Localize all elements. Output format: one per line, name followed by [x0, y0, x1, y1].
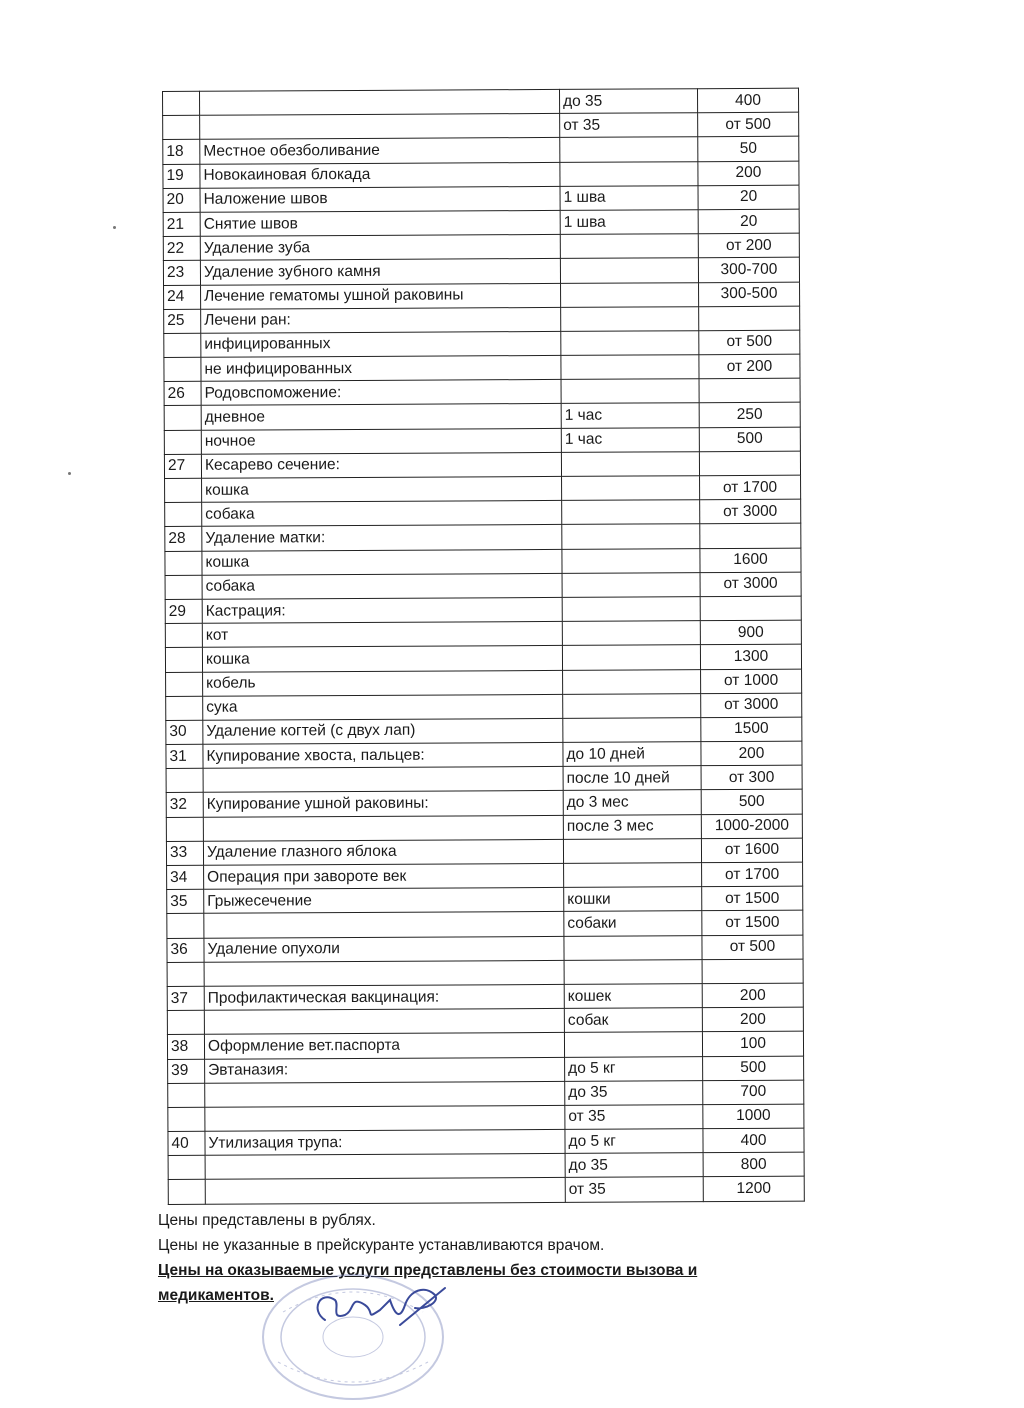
- service-name: Наложение швов: [200, 186, 560, 212]
- service-name: Грыжесечение: [204, 888, 564, 914]
- service-name: Операция при завороте век: [204, 863, 564, 889]
- row-number: [165, 575, 202, 599]
- price-cell: от 500: [702, 935, 803, 960]
- table-row: [165, 572, 801, 600]
- service-name: [205, 1178, 565, 1204]
- row-number: 28: [165, 527, 202, 551]
- service-name: инфицированных: [201, 331, 561, 357]
- row-number: [164, 357, 201, 381]
- table-row: [167, 1031, 803, 1059]
- price-cell: 200: [701, 741, 802, 766]
- service-name: Кастрация:: [202, 597, 562, 623]
- price-cell: [700, 524, 801, 549]
- service-name: Удаление зуба: [200, 235, 560, 261]
- table-row: [164, 427, 800, 455]
- unit-cell: [561, 282, 699, 307]
- unit-cell: 1 час: [561, 427, 699, 452]
- price-cell: от 200: [699, 354, 800, 379]
- price-cell: 100: [702, 1031, 803, 1056]
- row-number: [165, 551, 202, 575]
- notes-block: [158, 1208, 778, 1308]
- unit-cell: до 10 дней: [563, 742, 701, 767]
- unit-cell: кошек: [564, 984, 702, 1009]
- service-name: собака: [202, 573, 562, 599]
- table-row: [165, 548, 801, 576]
- price-cell: 300-500: [699, 282, 800, 307]
- unit-cell: [563, 693, 701, 718]
- unit-cell: [563, 718, 701, 743]
- unit-cell: [561, 355, 699, 380]
- service-name: Удаление глазного яблока: [203, 839, 563, 865]
- unit-cell: [560, 137, 698, 162]
- unit-cell: [562, 645, 700, 670]
- service-name: Купирование ушной раковины:: [203, 791, 563, 817]
- row-number: [164, 430, 201, 454]
- price-cell: от 1700: [702, 862, 803, 887]
- row-number: 23: [163, 261, 200, 285]
- row-number: [163, 91, 200, 115]
- unit-cell: до 35: [559, 89, 697, 114]
- service-name: Новокаиновая блокада: [200, 162, 560, 188]
- price-cell: 250: [699, 403, 800, 428]
- row-number: 24: [164, 285, 201, 309]
- unit-cell: собаки: [564, 911, 702, 936]
- service-name: Купирование хвоста, пальцев:: [203, 742, 563, 768]
- unit-cell: до 3 мес: [563, 790, 701, 815]
- unit-cell: [560, 258, 698, 283]
- table-row: [166, 814, 802, 842]
- row-number: [168, 1083, 205, 1107]
- service-name: Утилизация трупа:: [205, 1129, 565, 1155]
- table-row: [165, 644, 801, 672]
- price-cell: от 1500: [702, 886, 803, 911]
- service-name: Удаление матки:: [202, 525, 562, 551]
- table-row: [168, 1128, 804, 1156]
- unit-cell: до 5 кг: [565, 1129, 703, 1154]
- note-excluded-costs: Цены на оказываемые услуги представлены без стоимости вызова и медикаментов.: [158, 1262, 698, 1304]
- row-number: 40: [168, 1131, 205, 1155]
- price-cell: 700: [703, 1080, 804, 1105]
- price-cell: от 3000: [700, 572, 801, 597]
- price-cell: [700, 596, 801, 621]
- row-number: [166, 672, 203, 696]
- table-row: [167, 1007, 803, 1035]
- row-number: [165, 478, 202, 502]
- service-name: [200, 114, 560, 140]
- table-row: [164, 282, 800, 310]
- row-number: 35: [167, 889, 204, 913]
- price-cell: от 1600: [701, 838, 802, 863]
- table-row: [164, 330, 800, 358]
- table-row: [168, 1177, 804, 1205]
- price-cell: 400: [703, 1128, 804, 1153]
- unit-cell: [564, 1032, 702, 1057]
- table-row: [168, 1056, 804, 1084]
- signature-icon: [305, 1280, 455, 1340]
- price-cell: 800: [703, 1152, 804, 1177]
- row-number: [164, 406, 201, 430]
- table-row: [167, 862, 803, 890]
- service-name: Лечение гематомы ушной раковины: [201, 283, 561, 309]
- table-row: [165, 524, 801, 552]
- unit-cell: [562, 500, 700, 525]
- price-cell: 200: [698, 161, 799, 186]
- price-cell: от 3000: [701, 693, 802, 718]
- table-row: [166, 790, 802, 818]
- service-name: дневное: [201, 404, 561, 430]
- unit-cell: 1 шва: [560, 210, 698, 235]
- row-number: 21: [163, 212, 200, 236]
- service-name: кошка: [202, 549, 562, 575]
- table-row: [163, 257, 799, 285]
- service-name: кошка: [202, 646, 562, 672]
- unit-cell: [563, 838, 701, 863]
- table-row: [163, 112, 799, 140]
- service-name: Удаление зубного камня: [200, 259, 560, 285]
- unit-cell: [564, 935, 702, 960]
- row-number: 19: [163, 164, 200, 188]
- service-name: [205, 1154, 565, 1180]
- row-number: [166, 769, 203, 793]
- price-table-body: [163, 88, 805, 1204]
- service-name: Родовспоможение:: [201, 380, 561, 406]
- price-cell: 50: [698, 137, 799, 162]
- service-name: [205, 1105, 565, 1131]
- scan-speck: [68, 472, 71, 475]
- price-cell: 1000-2000: [701, 814, 802, 839]
- row-number: [166, 696, 203, 720]
- unit-cell: [562, 524, 700, 549]
- service-name: кобель: [203, 670, 563, 696]
- row-number: [167, 1010, 204, 1034]
- table-row: [166, 717, 802, 745]
- row-number: [168, 1107, 205, 1131]
- row-number: [167, 962, 204, 986]
- price-cell: 1600: [700, 548, 801, 573]
- price-cell: от 500: [699, 330, 800, 355]
- price-cell: от 1000: [701, 669, 802, 694]
- unit-cell: 1 шва: [560, 185, 698, 210]
- price-cell: 300-700: [698, 257, 799, 282]
- row-number: 27: [164, 454, 201, 478]
- row-number: [168, 1180, 205, 1204]
- row-number: 25: [164, 309, 201, 333]
- price-cell: от 1500: [702, 911, 803, 936]
- row-number: [165, 648, 202, 672]
- price-cell: [702, 959, 803, 984]
- table-row: [166, 669, 802, 697]
- price-cell: 500: [703, 1056, 804, 1081]
- service-name: Удаление опухоли: [204, 936, 564, 962]
- note-doctor-prices: Цены не указанные в прейскуранте устанавливаются врачом.: [158, 1237, 605, 1254]
- table-row: [168, 1152, 804, 1180]
- price-cell: от 200: [698, 233, 799, 258]
- unit-cell: [562, 572, 700, 597]
- table-row: [164, 354, 800, 382]
- price-cell: 20: [698, 209, 799, 234]
- unit-cell: от 35: [560, 113, 698, 138]
- unit-cell: от 35: [565, 1177, 703, 1202]
- unit-cell: кошки: [564, 887, 702, 912]
- table-row: [168, 1080, 804, 1108]
- unit-cell: [560, 234, 698, 259]
- row-number: 39: [168, 1059, 205, 1083]
- table-row: [166, 693, 802, 721]
- service-name: Лечени ран:: [201, 307, 561, 333]
- table-row: [167, 935, 803, 963]
- price-cell: 1300: [700, 644, 801, 669]
- table-row: [168, 1104, 804, 1132]
- row-number: 34: [167, 865, 204, 889]
- table-row: [165, 499, 801, 527]
- service-name: [203, 815, 563, 841]
- unit-cell: [562, 621, 700, 646]
- service-name: Кесарево сечение:: [201, 452, 561, 478]
- table-row: [163, 209, 799, 237]
- price-cell: 200: [702, 983, 803, 1008]
- table-row: [167, 911, 803, 939]
- table-row: [167, 983, 803, 1011]
- price-cell: от 3000: [700, 499, 801, 524]
- unit-cell: до 35: [565, 1080, 703, 1105]
- service-name: [204, 960, 564, 986]
- row-number: 18: [163, 140, 200, 164]
- unit-cell: [563, 669, 701, 694]
- service-name: Местное обезболивание: [200, 138, 560, 164]
- table-row: [163, 137, 799, 165]
- row-number: 36: [167, 938, 204, 962]
- service-name: кот: [202, 622, 562, 648]
- unit-cell: от 35: [565, 1105, 703, 1130]
- row-number: [165, 502, 202, 526]
- scan-speck: [113, 226, 116, 229]
- table-row: [164, 306, 800, 334]
- price-cell: от 500: [698, 112, 799, 137]
- table-row: [164, 378, 800, 406]
- row-number: [166, 817, 203, 841]
- service-name: Профилактическая вакцинация:: [204, 984, 564, 1010]
- price-cell: от 300: [701, 765, 802, 790]
- service-name: Удаление когтей (с двух лап): [203, 718, 563, 744]
- service-name: Снятие швов: [200, 210, 560, 236]
- price-cell: 200: [702, 1007, 803, 1032]
- row-number: 22: [163, 236, 200, 260]
- row-number: 37: [167, 986, 204, 1010]
- price-cell: 1200: [703, 1177, 804, 1202]
- table-row: [166, 838, 802, 866]
- row-number: 20: [163, 188, 200, 212]
- row-number: 32: [166, 793, 203, 817]
- service-name: ночное: [201, 428, 561, 454]
- row-number: 33: [166, 841, 203, 865]
- unit-cell: 1 час: [561, 403, 699, 428]
- price-cell: [699, 378, 800, 403]
- service-name: собака: [202, 501, 562, 527]
- unit-cell: после 3 мес: [563, 814, 701, 839]
- unit-cell: [561, 379, 699, 404]
- table-row: [164, 451, 800, 479]
- note-currency: Цены представлены в рублях.: [158, 1212, 376, 1229]
- table-row: [165, 475, 801, 503]
- service-name: Эвтаназия:: [205, 1057, 565, 1083]
- unit-cell: [561, 306, 699, 331]
- table-row: [165, 620, 801, 648]
- service-name: [205, 1081, 565, 1107]
- unit-cell: до 5 кг: [565, 1056, 703, 1081]
- table-row: [166, 741, 802, 769]
- unit-cell: [562, 548, 700, 573]
- row-number: [164, 333, 201, 357]
- table-row: [167, 959, 803, 987]
- unit-cell: после 10 дней: [563, 766, 701, 791]
- table-row: [163, 88, 799, 116]
- table-row: [166, 765, 802, 793]
- price-cell: 400: [697, 88, 798, 113]
- unit-cell: до 35: [565, 1153, 703, 1178]
- service-name: [200, 89, 560, 115]
- unit-cell: [561, 452, 699, 477]
- unit-cell: [560, 161, 698, 186]
- service-name: не инфицированных: [201, 355, 561, 381]
- unit-cell: [564, 863, 702, 888]
- price-cell: 20: [698, 185, 799, 210]
- row-number: [163, 115, 200, 139]
- table-row: [164, 403, 800, 431]
- price-cell: 1000: [703, 1104, 804, 1129]
- table-row: [163, 161, 799, 189]
- service-name: сука: [203, 694, 563, 720]
- unit-cell: [564, 959, 702, 984]
- service-name: [204, 912, 564, 938]
- row-number: 31: [166, 744, 203, 768]
- table-row: [163, 233, 799, 261]
- row-number: 26: [164, 382, 201, 406]
- unit-cell: [562, 476, 700, 501]
- price-cell: 500: [699, 427, 800, 452]
- price-cell: [699, 306, 800, 331]
- row-number: 30: [166, 720, 203, 744]
- service-name: [203, 767, 563, 793]
- service-name: кошка: [202, 476, 562, 502]
- price-cell: 500: [701, 790, 802, 815]
- service-name: Оформление вет.паспорта: [204, 1033, 564, 1059]
- price-cell: от 1700: [700, 475, 801, 500]
- price-cell: [699, 451, 800, 476]
- price-cell: 1500: [701, 717, 802, 742]
- row-number: 38: [167, 1035, 204, 1059]
- table-row: [165, 596, 801, 624]
- row-number: [168, 1156, 205, 1180]
- row-number: [165, 623, 202, 647]
- unit-cell: [561, 331, 699, 356]
- table-row: [167, 886, 803, 914]
- row-number: 29: [165, 599, 202, 623]
- row-number: [167, 914, 204, 938]
- price-table: [162, 88, 805, 1205]
- unit-cell: [562, 597, 700, 622]
- table-row: [163, 185, 799, 213]
- unit-cell: собак: [564, 1008, 702, 1033]
- service-name: [204, 1009, 564, 1035]
- price-cell: 900: [700, 620, 801, 645]
